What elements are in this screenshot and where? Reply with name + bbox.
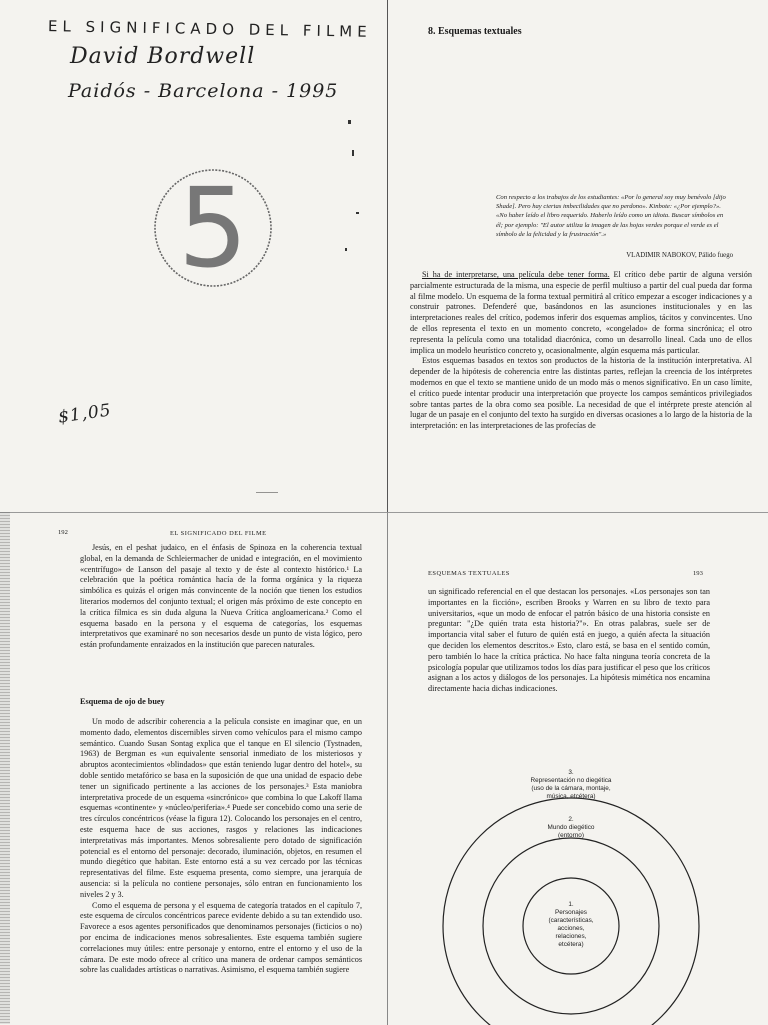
- inner-label-line: (características,: [548, 917, 594, 924]
- scan-speck: [345, 248, 347, 251]
- page-number: 192: [58, 529, 68, 536]
- page-number: 193: [693, 570, 703, 577]
- epigraph-attribution: VLADIMIR NABOKOV, Pálido fuego: [626, 252, 733, 259]
- page-body-section: [80, 717, 362, 976]
- scan-edge-shadow: [0, 512, 10, 1024]
- epigraph: Con respecto a los trabajos de los estudiantes: «Por lo general soy muy benévolo [dijo Shade]. Pero hay ciertas imbecilidades que no perdono». Kinbote: «¿Por ejemplo?». «No haber leído el libro requerido. Haberlo leído como un idiota. Buscar símbolos en él; por ejemplo: "El autor utiliza la imagen de las hojas verdes porque el verde es el símbolo de la felicidad y la frustración".»: [496, 194, 726, 238]
- big-number-five: 5: [178, 164, 248, 292]
- paragraph-text: un significado referencial en el que destacan los personajes. «Los personajes son tan importantes en la ficción», escriben Brooks y Warren en su libro de texto para universitarios, «que un modo de enfocar el patrón básico de una historia consiste en preguntar: "¿De quién trata esta historia?"». En otras palabras, suele ser de importancia vital saber el futuro de quién está en juego, a quién afecta la situación que deciden los elementos descritos.» Esto, claro está, se basa en el sentido común, pero también lo hace la crítica práctica. No hace falta ninguna teoría concreta de la psicología popular que utilizamos todos los días para justificar el peso que los críticos asignan a los actos y diálogos de los personajes. La hipótesis mimética nos encamina directamente hacia dichas indicaciones.: [428, 587, 710, 694]
- running-head: ESQUEMAS TEXTUALES: [428, 570, 510, 577]
- scan-speck: [352, 150, 354, 156]
- scan-speck: [256, 492, 278, 493]
- paragraph-text: Jesús, en el peshat judaico, en el énfasis de Spinoza en la coherencia textual global, en la demanda de Schleiermacher de unidad e integración, en el movimiento «centrífugo» de Lanson del pasaje al texto y de éste al contexto histórico.¹ La celebración que la poética romántica hacía de la forma orgánica y la riqueza simbólica es quizás el origen más convincente de la noción que tienen los estudios literarios modernos del conjunto textual; el origen más próximo de este concepto en la crítica fílmica es sin duda alguna la Nueva Crítica angloamericana.² Como el esquema basado en la persona y el esquema de categorías, los esquemas interpretativos que examinaré no son necesarios desde un punto de vista lógico, pero están profundamente enraizados en la institución que parecen naturales.: [80, 543, 362, 650]
- chapter-title: 8. Esquemas textuales: [428, 26, 522, 37]
- middle-label-line: 2.: [568, 816, 574, 823]
- page-body: [428, 587, 710, 695]
- handwritten-publisher: Paidós - Barcelona - 1995: [68, 80, 339, 102]
- inner-label-line: 1.: [568, 901, 574, 908]
- page-left-bottom: [0, 512, 387, 1025]
- section-heading: Esquema de ojo de buey: [80, 697, 165, 706]
- inner-label-line: Personajes: [555, 909, 587, 916]
- middle-circle-label: [548, 816, 595, 839]
- outer-label-line: 3.: [568, 769, 574, 776]
- paragraph-text: El crítico debe partir de alguna versión parcialmente estructurada de la misma, una especie de perfil multiuso a partir del cual pueda dar forma al filme modelo. Un esquema de la forma textual permitirá al crítico empezar a escoger indicaciones y a construir patrones. Defenderé que, basándonos en las asunciones institucionales y en las interpretaciones reales del crítico, podemos inferir dos esquemas amplios, tácitos y convincentes. Uno de ellos representa el texto en un momento concreto, «congelado» de forma sincrónica; el otro representa la película como una totalidad diacrónica, como un desarrollo lineal. Cada uno de ellos implica un modelo heurístico concreto y, ocasionalmente, algún esquema más particular.: [410, 270, 752, 355]
- page-right-top: [387, 0, 768, 512]
- inner-label-line: etcétera): [558, 941, 584, 948]
- page-left-top: [0, 0, 387, 512]
- outer-label-line: (uso de la cámara, montaje,: [531, 785, 611, 792]
- paragraph-text: Estos esquemas basados en textos son productos de la historia de la institución interpretativa. Al depender de la hipótesis de coherencia entre las distintas partes, reflejan la creencia de los intérpretes modernos en que el texto se mantiene unido de un modo más o menos significativo. En un caso límite, el crítico puede intentar producir una interpretación que proyecte los campos semánticos privilegiados sobre tantas partes de la obra como sea posible. La necesidad de que el intérprete preste atención al lugar de un pasaje en el conjunto del texto ha surgido en diversas ocasiones a lo largo de la historia de la interpretación: en las interpretaciones de las profecías de: [410, 356, 752, 431]
- paragraph-text: Un modo de adscribir coherencia a la película consiste en imaginar que, en un momento dado, elementos discernibles sirven como vehículos para el mismo campo semántico. Cuando Susan Sontag explica que el tanque en El silencio (Tystnaden, 1963) de Bergman es «un equivalente sensorial inmediato de los misteriosos y abruptos acontecimientos «blindados» que están teniendo lugar dentro del hotel», su doble sentido metafórico se basa en la suposición de que una unidad de espacio debe tener un significado pertinente a las acciones de los personajes.³ Esta maniobra interpretativa procede de un esquema «sincrónico» que combina lo que Lakoff llama esquemas «continente» y «núcleo/periferia».⁴ Puede ser concebido como una serie de tres círculos concéntricos (véase la figura 12). Colocando los personajes en el centro, este esquema hace de sus acciones, rasgos y relaciones las indicaciones interpretativas más importantes. Menos sobresaliente pero dotado de significación potencial es el entorno del personaje: decorado, iluminación, objetos, en resumen el mundo diegético que habitan. Este entorno está a su vez cercado por las técnicas representativas del filme. Este esquema presenta, como siempre, una jerarquía de ausencia: si la película no contiene personajes, sólo entran en funcionamiento los niveles 2 y 3.: [80, 717, 362, 899]
- outer-label-line: Representación no diegética: [530, 777, 612, 784]
- paragraph-text: Como el esquema de persona y el esquema de categoría tratados en el capítulo 7, este esquema de círculos concéntricos parece evidente debido a su tan extendido uso. Favorece a esos agentes personificados que denominamos personajes (ficticios o no) por encima de indicaciones menos sobresalientes. Este esquema también sugiere correlaciones muy útiles: entre personaje y entorno, entre el entorno y el uso de la cámara. De este modo ofrece al crítico una manera de ordenar campos semánticos sobre las cualidades artísticas o narrativas. Asimismo, el esquema también sugiere: [80, 900, 362, 975]
- inner-label-line: acciones,: [557, 925, 585, 932]
- scan-speck: [356, 212, 359, 214]
- scan-speck: [348, 120, 351, 124]
- circled-number-stamp: [148, 162, 278, 292]
- middle-label-line: (entorno): [558, 832, 584, 839]
- page-body-intro: [80, 543, 362, 651]
- inner-label-line: relaciones,: [555, 933, 587, 940]
- page-right-bottom: [387, 512, 768, 1025]
- inner-circle-label: [548, 901, 593, 948]
- handwritten-author: David Bordwell: [70, 44, 256, 69]
- outer-label-line: música, etcétera): [546, 793, 596, 800]
- running-head: EL SIGNIFICADO DEL FILME: [170, 530, 267, 537]
- handwritten-title: EL SIGNIFICADO DEL FILME: [47, 17, 372, 41]
- underlined-phrase: Si ha de interpretarse, una película debe tener forma.: [422, 270, 610, 279]
- outer-circle-label: [530, 769, 611, 800]
- chapter-body: [410, 270, 752, 432]
- middle-label-line: Mundo diegético: [547, 824, 595, 831]
- handwritten-price: $1,05: [56, 400, 113, 428]
- concentric-circles-figure: [428, 763, 718, 1025]
